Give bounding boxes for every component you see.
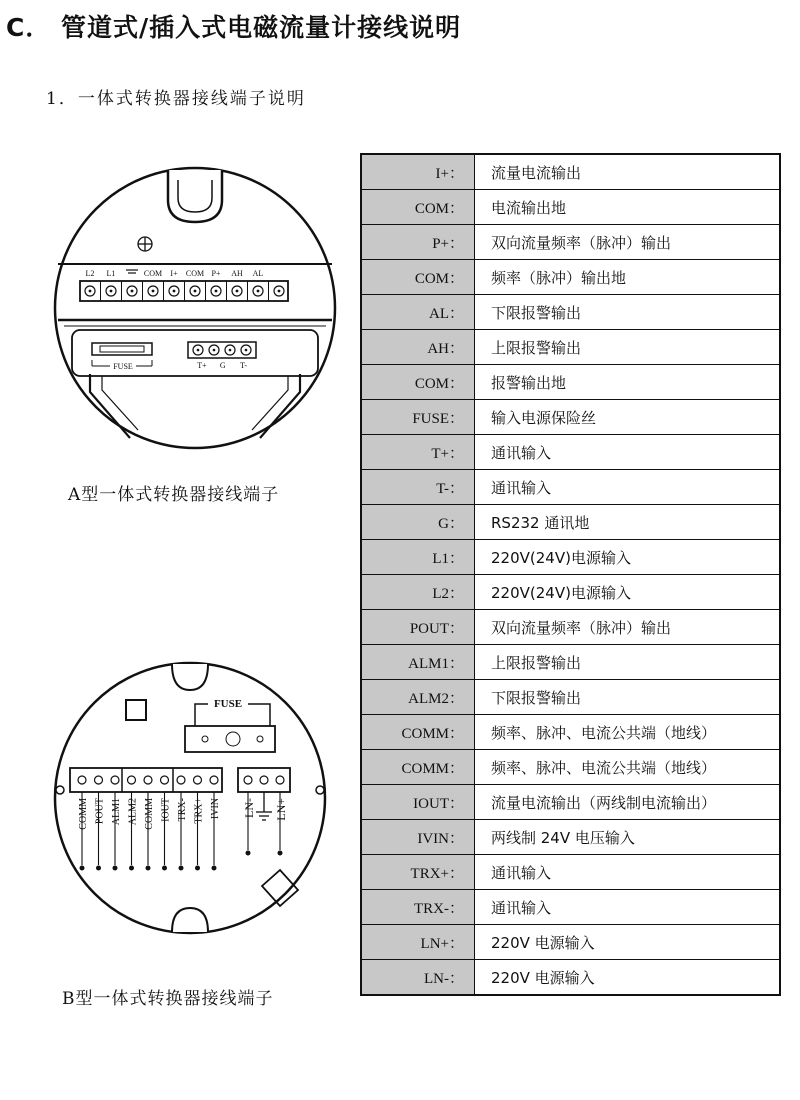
terminal-description: 220V(24V)电源输入 bbox=[475, 575, 781, 610]
terminal-row bbox=[361, 400, 780, 435]
fuse-label-b: FUSE bbox=[213, 698, 243, 710]
terminal-description: RS232 通讯地 bbox=[475, 505, 781, 540]
page-title: C． 管道式/插入式电磁流量计接线说明 bbox=[6, 13, 462, 42]
terminal-label: I+： bbox=[361, 154, 475, 190]
terminal-description: 通讯输入 bbox=[475, 855, 781, 890]
terminal-description: 下限报警输出 bbox=[475, 680, 781, 715]
terminal-row bbox=[361, 715, 780, 750]
section-title: 1．一体式转换器接线端子说明 bbox=[46, 89, 306, 109]
terminal-label: AH： bbox=[361, 330, 475, 365]
terminal-description: 双向流量频率（脉冲）输出 bbox=[475, 225, 781, 260]
power-label-b: LN+ bbox=[274, 798, 288, 821]
comm-label-a: T+ bbox=[197, 361, 207, 370]
terminal-label: AL： bbox=[361, 295, 475, 330]
terminal-label: COMM： bbox=[361, 715, 475, 750]
terminal-label: COMM： bbox=[361, 750, 475, 785]
terminal-row bbox=[361, 575, 780, 610]
terminal-row bbox=[361, 470, 780, 505]
pin-label-b: COMM bbox=[144, 798, 155, 830]
terminal-label: COM： bbox=[361, 190, 475, 225]
terminal-description: 频率（脉冲）输出地 bbox=[475, 260, 781, 295]
terminal-description: 220V 电源输入 bbox=[475, 960, 781, 996]
terminal-row bbox=[361, 295, 780, 330]
terminal-label: FUSE： bbox=[361, 400, 475, 435]
pin-label-b: ALM2 bbox=[127, 798, 139, 826]
terminal-row bbox=[361, 154, 780, 190]
power-label-b: LN- bbox=[242, 798, 256, 818]
terminal-label-a: AL bbox=[252, 269, 264, 278]
terminal-description: 流量电流输出 bbox=[475, 154, 781, 190]
terminal-label: POUT： bbox=[361, 610, 475, 645]
terminal-row bbox=[361, 225, 780, 260]
terminal-row bbox=[361, 925, 780, 960]
terminal-label: T-： bbox=[361, 470, 475, 505]
terminal-description: 通讯输入 bbox=[475, 470, 781, 505]
terminal-description: 上限报警输出 bbox=[475, 645, 781, 680]
terminal-label: ALM2： bbox=[361, 680, 475, 715]
terminal-description: 电流输出地 bbox=[475, 190, 781, 225]
terminal-label: G： bbox=[361, 505, 475, 540]
terminal-label-a: COM bbox=[143, 269, 163, 278]
terminal-label-a: P+ bbox=[211, 269, 221, 278]
terminal-label: TRX-： bbox=[361, 890, 475, 925]
terminal-row bbox=[361, 330, 780, 365]
pin-label-b: IVIN bbox=[210, 798, 221, 820]
terminal-label: IOUT： bbox=[361, 785, 475, 820]
terminal-row bbox=[361, 260, 780, 295]
terminal-label: TRX+： bbox=[361, 855, 475, 890]
terminal-row bbox=[361, 960, 780, 996]
terminal-label-a: I+ bbox=[170, 269, 178, 278]
terminal-label: LN+： bbox=[361, 925, 475, 960]
terminal-description: 上限报警输出 bbox=[475, 330, 781, 365]
terminal-row bbox=[361, 855, 780, 890]
diagram-a-caption: A型一体式转换器接线端子 bbox=[68, 485, 280, 505]
terminal-label: IVIN： bbox=[361, 820, 475, 855]
terminal-label: T+： bbox=[361, 435, 475, 470]
terminal-row bbox=[361, 505, 780, 540]
terminal-label-a: COM bbox=[185, 269, 205, 278]
terminal-label: COM： bbox=[361, 260, 475, 295]
terminal-description: 220V 电源输入 bbox=[475, 925, 781, 960]
fuse-label-a: FUSE bbox=[113, 362, 133, 371]
terminal-description: 下限报警输出 bbox=[475, 295, 781, 330]
terminal-row bbox=[361, 610, 780, 645]
terminal-label: LN-： bbox=[361, 960, 475, 996]
terminal-label-a: L2 bbox=[85, 269, 95, 278]
pin-label-b: IOUT bbox=[160, 798, 172, 822]
terminal-row bbox=[361, 820, 780, 855]
terminal-description: 频率、脉冲、电流公共端（地线） bbox=[475, 750, 781, 785]
terminal-row bbox=[361, 540, 780, 575]
terminal-row bbox=[361, 435, 780, 470]
terminal-description: 220V(24V)电源输入 bbox=[475, 540, 781, 575]
pin-label-b: ALM1 bbox=[111, 798, 122, 826]
terminal-description: 流量电流输出（两线制电流输出） bbox=[475, 785, 781, 820]
terminal-row bbox=[361, 785, 780, 820]
terminal-row bbox=[361, 365, 780, 400]
terminal-description: 通讯输入 bbox=[475, 435, 781, 470]
terminal-table bbox=[360, 153, 781, 996]
terminal-row bbox=[361, 190, 780, 225]
diagram-b-caption: B型一体式转换器接线端子 bbox=[62, 989, 274, 1009]
terminal-row bbox=[361, 890, 780, 925]
terminal-label-a: AH bbox=[231, 269, 243, 278]
terminal-description: 两线制 24V 电压输入 bbox=[475, 820, 781, 855]
pin-label-b: TRX+ bbox=[193, 798, 205, 824]
terminal-label: L2： bbox=[361, 575, 475, 610]
pin-label-b: TRX- bbox=[177, 798, 188, 822]
terminal-label: L1： bbox=[361, 540, 475, 575]
terminal-description: 频率、脉冲、电流公共端（地线） bbox=[475, 715, 781, 750]
terminal-row bbox=[361, 645, 780, 680]
terminal-row bbox=[361, 680, 780, 715]
pin-label-b: POUT bbox=[94, 798, 106, 825]
terminal-label: P+： bbox=[361, 225, 475, 260]
comm-label-a: T- bbox=[240, 361, 248, 370]
terminal-description: 报警输出地 bbox=[475, 365, 781, 400]
terminal-label: ALM1： bbox=[361, 645, 475, 680]
terminal-row bbox=[361, 750, 780, 785]
comm-label-a: G bbox=[219, 361, 226, 370]
terminal-label: COM： bbox=[361, 365, 475, 400]
pin-label-b: COMM bbox=[78, 798, 89, 830]
diagram-b bbox=[40, 650, 340, 950]
terminal-description: 通讯输入 bbox=[475, 890, 781, 925]
terminal-description: 双向流量频率（脉冲）输出 bbox=[475, 610, 781, 645]
diagram-a bbox=[50, 148, 340, 468]
terminal-description: 输入电源保险丝 bbox=[475, 400, 781, 435]
terminal-label-a: L1 bbox=[106, 269, 116, 278]
